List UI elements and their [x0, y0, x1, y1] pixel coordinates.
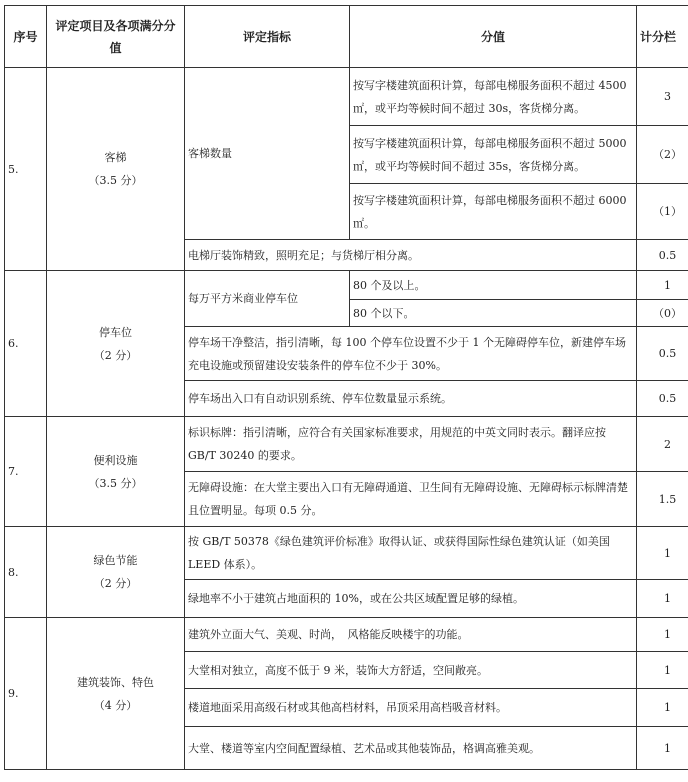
criterion-text: 大堂、楼道等室内空间配置绿植、艺术品或其他装饰品，格调高雅美观。 [185, 727, 637, 770]
indicator-cell: 每万平方米商业停车位 [185, 271, 350, 327]
header-score: 分值 [350, 6, 637, 68]
header-no: 序号 [5, 6, 47, 68]
header-item: 评定项目及各项满分分值 [47, 6, 185, 68]
criterion-points: 1 [637, 271, 688, 300]
criterion-text: 按写字楼建筑面积计算，每部电梯服务面积不超过 4500㎡，或平均等候时间不超过 30s，客货梯分离。 [350, 68, 637, 126]
criterion-text: 大堂相对独立，高度不低于 9 米，装饰大方舒适，空间敞亮。 [185, 652, 637, 689]
header-row [5, 6, 688, 68]
criterion-points: 2 [637, 417, 688, 472]
criterion-text: 停车场干净整洁，指引清晰，每 100 个停车位设置不少于 1 个无障碍停车位，新建停车场充电设施或预留建设安装条件的停车位不少于 30%。 [185, 327, 637, 381]
section-number: 9. [5, 618, 47, 770]
evaluation-table [4, 5, 688, 770]
table-row [5, 271, 688, 300]
criterion-text: 建筑外立面大气、美观、时尚， 风格能反映楼宇的功能。 [185, 618, 637, 652]
section-full-score: （4 分） [93, 698, 138, 712]
section-name: 便利设施 [93, 453, 138, 467]
criterion-points: （2） [637, 126, 688, 184]
criterion-text: 标识标牌：指引清晰，应符合有关国家标准要求，用规范的中英文同时表示。翻译应按 GB/T 30240 的要求。 [185, 417, 637, 472]
criterion-text: 绿地率不小于建筑占地面积的 10%，或在公共区域配置足够的绿植。 [185, 580, 637, 618]
section-item [47, 271, 185, 417]
criterion-points: 0.5 [637, 240, 688, 271]
criterion-points: 1 [637, 689, 688, 727]
table-row [5, 68, 688, 126]
criterion-points: 1 [637, 727, 688, 770]
section-name: 停车位 [99, 325, 132, 339]
criterion-points: （1） [637, 184, 688, 240]
criterion-text: 按 GB/T 50378《绿色建筑评价标准》取得认证、或获得国际性绿色建筑认证（如美国 LEED 体系）。 [185, 527, 637, 580]
section-name: 建筑装饰、特色 [77, 675, 154, 689]
criterion-points: 1.5 [637, 472, 688, 527]
criterion-text: 无障碍设施：在大堂主要出入口有无障碍通道、卫生间有无障碍设施、无障碍标示标牌清楚且位置明显。每项 0.5 分。 [185, 472, 637, 527]
criterion-text: 按写字楼建筑面积计算，每部电梯服务面积不超过 5000㎡，或平均等候时间不超过 35s，客货梯分离。 [350, 126, 637, 184]
section-full-score: （2 分） [93, 348, 138, 362]
indicator-cell: 客梯数量 [185, 68, 350, 240]
section-name: 客梯 [104, 151, 127, 164]
section-item [47, 618, 185, 770]
criterion-points: 0.5 [637, 381, 688, 417]
section-full-score: （3.5 分） [88, 476, 143, 490]
section-item [47, 417, 185, 527]
criterion-points: 1 [637, 618, 688, 652]
criterion-points: 1 [637, 652, 688, 689]
section-name: 绿色节能 [93, 554, 138, 567]
section-number: 6. [5, 271, 47, 417]
criterion-text: 电梯厅装饰精致，照明充足；与货梯厅相分离。 [185, 240, 637, 271]
section-item [47, 527, 185, 618]
criterion-points: 0.5 [637, 327, 688, 381]
section-number: 5. [5, 68, 47, 271]
criterion-text: 楼道地面采用高级石材或其他高档材料，吊顶采用高档吸音材料。 [185, 689, 637, 727]
table-row [5, 618, 688, 652]
section-full-score: （2 分） [93, 577, 138, 590]
section-full-score: （3.5 分） [88, 174, 143, 187]
criterion-points: （0） [637, 300, 688, 327]
section-number: 8. [5, 527, 47, 618]
criterion-text: 停车场出入口有自动识别系统、停车位数量显示系统。 [185, 381, 637, 417]
header-indicator: 评定指标 [185, 6, 350, 68]
table-row [5, 417, 688, 472]
table-row [5, 527, 688, 580]
criterion-points: 1 [637, 527, 688, 580]
section-number: 7. [5, 417, 47, 527]
criterion-points: 3 [637, 68, 688, 126]
criterion-text: 80 个及以上。 [350, 271, 637, 300]
header-tally: 计分栏 [637, 6, 688, 68]
criterion-points: 1 [637, 580, 688, 618]
criterion-text: 按写字楼建筑面积计算，每部电梯服务面积不超过 6000㎡。 [350, 184, 637, 240]
criterion-text: 80 个以下。 [350, 300, 637, 327]
section-item [47, 68, 185, 271]
